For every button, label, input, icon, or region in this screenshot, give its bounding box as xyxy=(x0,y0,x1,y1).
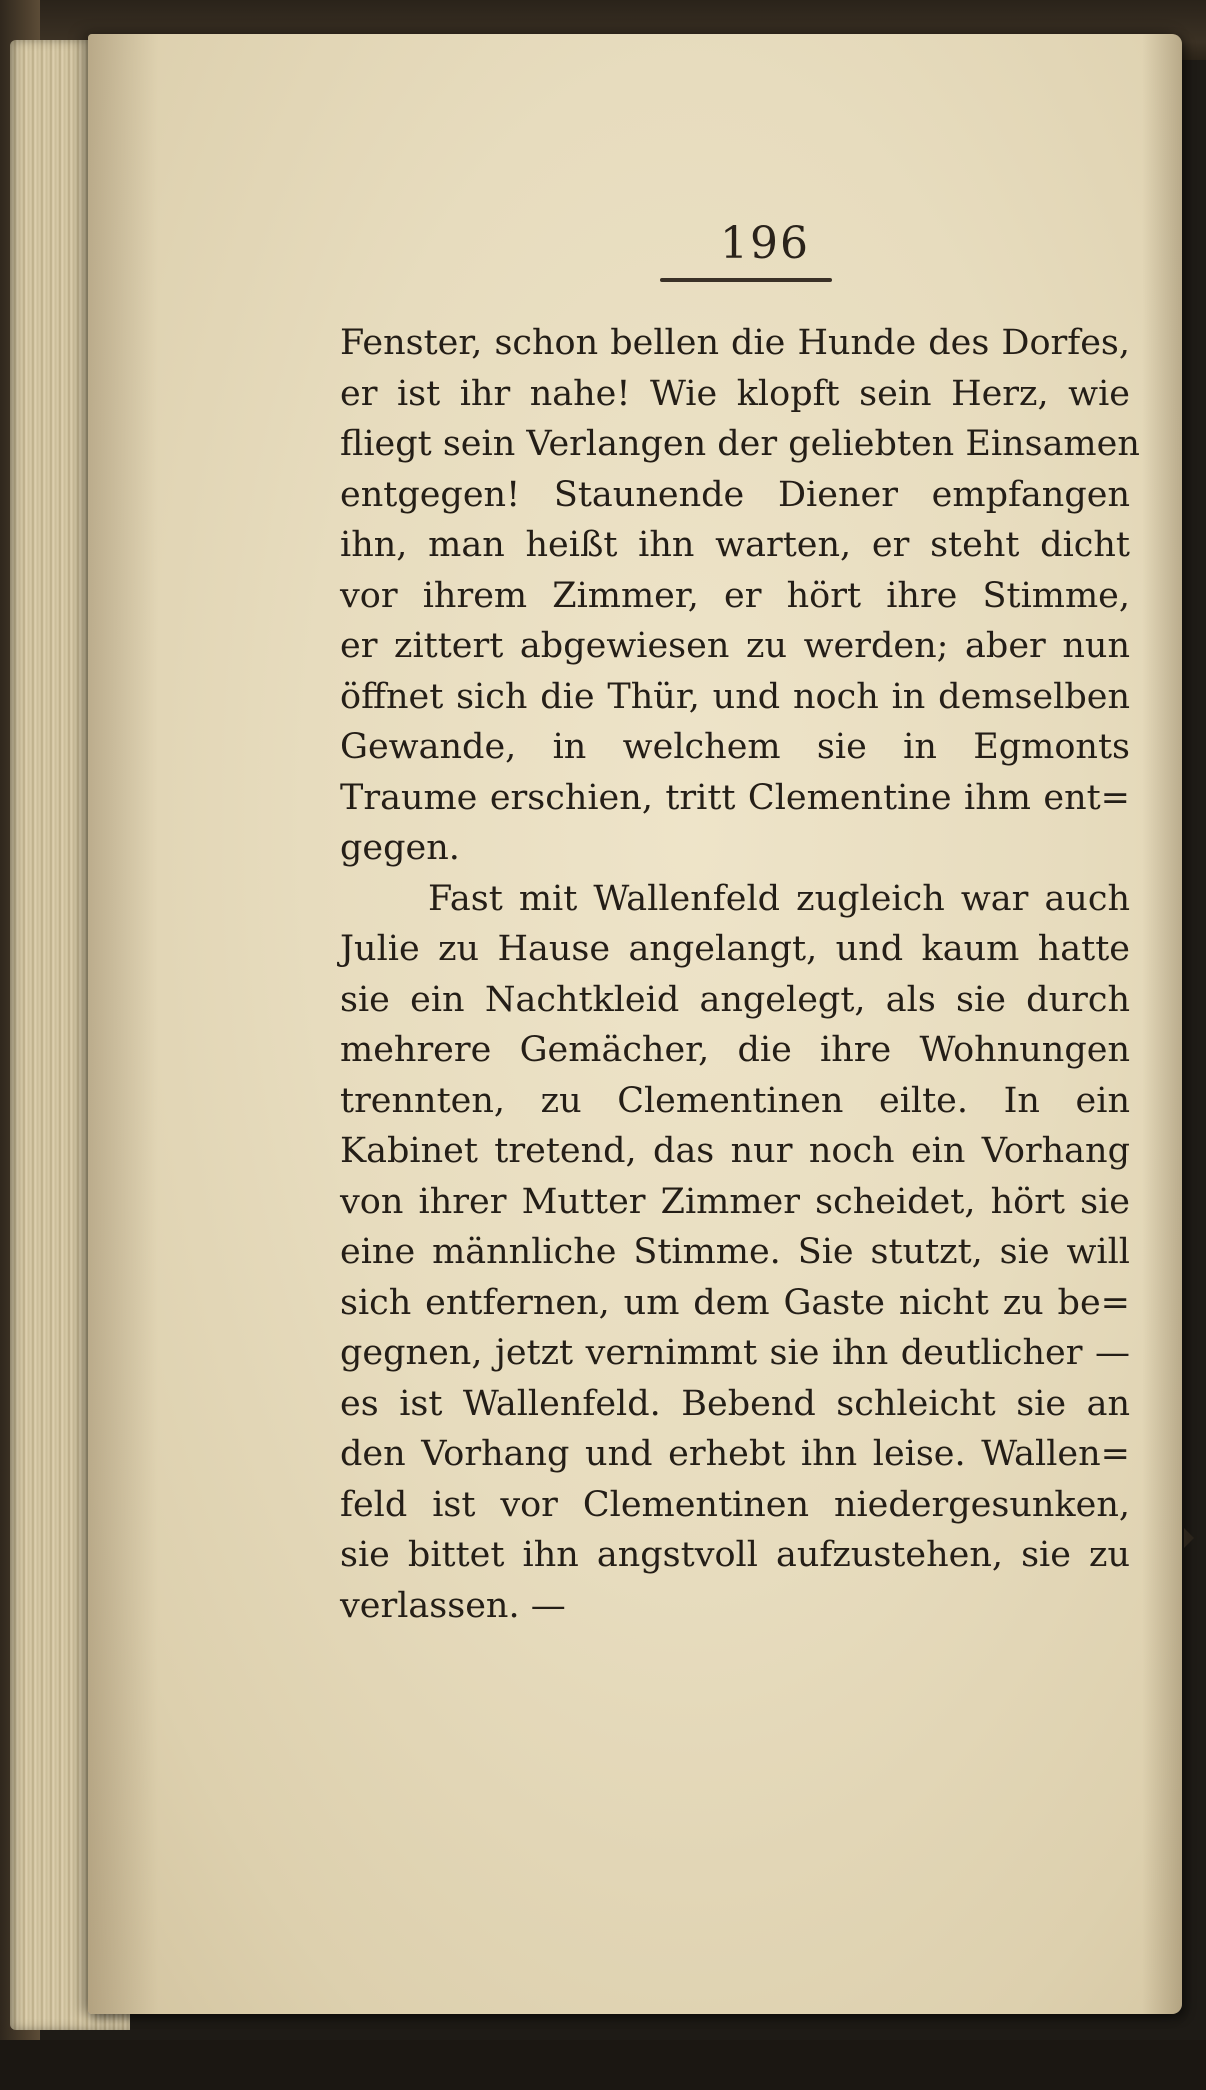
text-line: öffnet sich die Thür, und noch in demselben xyxy=(340,676,1130,717)
book-cover-bottom xyxy=(0,2040,1206,2090)
text-line: entgegen! Staunende Diener empfangen xyxy=(340,474,1130,515)
text-line: fliegt sein Verlangen der geliebten Einsamen xyxy=(340,424,1140,464)
text-line: den Vorhang und erhebt ihn leise. Wallen= xyxy=(340,1434,1130,1474)
text-line: ihn, man heißt ihn warten, er steht dicht xyxy=(340,525,1130,565)
text-line: sie bittet ihn angstvoll aufzustehen, sie zu xyxy=(340,1535,1130,1575)
text-line: Fast mit Wallenfeld zugleich war auch xyxy=(428,878,1130,919)
text-line: gegnen, jetzt vernimmt sie ihn deutlicher — xyxy=(340,1333,1130,1373)
page-edge-shadow xyxy=(1142,34,1182,2014)
text-line: sich entfernen, um dem Gaste nicht zu be= xyxy=(340,1282,1130,1323)
text-line: vor ihrem Zimmer, er hört ihre Stimme, xyxy=(340,575,1130,616)
page-number-rule xyxy=(660,278,832,282)
text-line: mehrere Gemächer, die ihre Wohnungen xyxy=(340,1030,1130,1070)
text-line: es ist Wallenfeld. Bebend schleicht sie an xyxy=(340,1383,1130,1424)
text-line: er zittert abgewiesen zu werden; aber nun xyxy=(340,626,1130,666)
text-line: Gewande, in welchem sie in Egmonts xyxy=(340,727,1130,767)
page-number: 196 xyxy=(720,218,810,269)
body-text xyxy=(340,318,1140,1631)
text-line: eine männliche Stimme. Sie stutzt, sie will xyxy=(340,1232,1130,1272)
text-line: Traume erschien, tritt Clementine ihm ent= xyxy=(340,777,1130,818)
text-line: sie ein Nachtkleid angelegt, als sie durch xyxy=(340,979,1130,1020)
page-edge-mark xyxy=(1184,1528,1194,1548)
page-gutter-shadow xyxy=(88,34,158,2014)
text-line: Fenster, schon bellen die Hunde des Dorfes, xyxy=(340,323,1130,363)
text-line: von ihrer Mutter Zimmer scheidet, hört sie xyxy=(340,1181,1130,1222)
text-line: Julie zu Hause angelangt, und kaum hatte xyxy=(340,929,1130,969)
text-line: Kabinet tretend, das nur noch ein Vorhang xyxy=(340,1131,1130,1171)
text-line: verlassen. — xyxy=(340,1585,566,1626)
text-line: trennten, zu Clementinen eilte. In ein xyxy=(340,1080,1130,1121)
text-line: feld ist vor Clementinen niedergesunken, xyxy=(340,1484,1130,1525)
text-line: gegen. xyxy=(340,828,460,868)
text-line: er ist ihr nahe! Wie klopft sein Herz, wie xyxy=(340,373,1130,414)
